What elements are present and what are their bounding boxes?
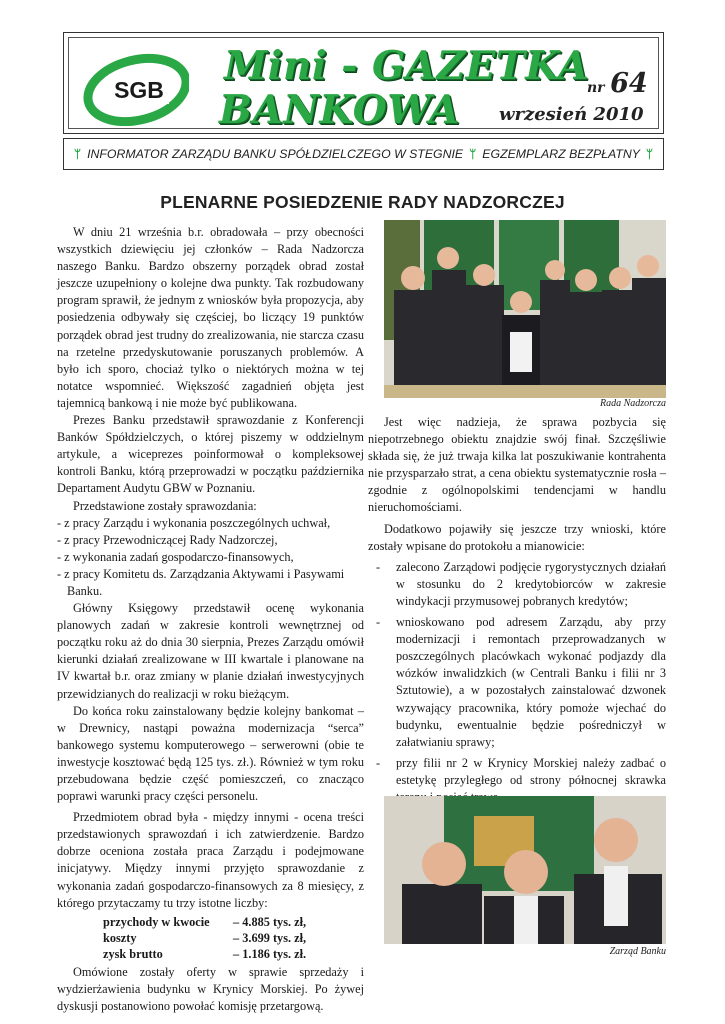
figure-value: – 1.186 tys. zł.: [233, 946, 307, 961]
title-line-2: BANKOWA: [219, 87, 460, 133]
figure-label: przychody w kwocie: [103, 914, 210, 929]
logo-text: SGB: [114, 77, 164, 103]
article-headline: PLENARNE POSIEDZENIE RADY NADZORCZEJ: [160, 192, 565, 212]
report-item: - z wykonania zadań gospodarczo-finansowych,: [57, 549, 294, 564]
motion-text: wnioskowano pod adresem Zarządu, aby przy modernizacji i remontach przeprowadzanych w poszczególnych placówkach wykonać podjazdy dla wózków inwalidzkich (w Centrali Banku i filii nr 3 Sztutowie), a w pozostałych zainstalować dzwonek wzywający pracownika, który pomoże wjechać do budynku, ewentualnie będzie pośredniczył w załatwianiu sprawy;: [396, 615, 666, 749]
table-row: [103, 946, 306, 962]
leaf-icon: ᛘ: [645, 147, 654, 161]
financial-figures-table: [103, 914, 306, 962]
paragraph: Dodatkowo pojawiły się jeszcze trzy wnioski, które zostały wpisane do protokołu a mianowicie:: [368, 521, 666, 553]
report-item: - z pracy Przewodniczącej Rady Nadzorczej,: [57, 532, 278, 547]
article-right-column: [368, 414, 666, 827]
leaf-icon: ᛘ: [73, 147, 82, 161]
report-item: - z pracy Komitetu ds. Zarządzania Aktywami i Pasywami Banku.: [57, 566, 345, 598]
motion-text: przy filii nr 2 w Krynicy Morskiej należy zadbać o estetykę przyległego od strony północnej skrawka: [396, 755, 666, 787]
sgb-logo: [79, 46, 189, 126]
paragraph: Przedmiotem obrad była - między innymi - ocena treści przedstawionych sprawozdań i ich zatwierdzenie. Bardzo dobrze oceniona została praca Zarządu i podejmowane inicjatywy. Między innymi przyjęto sprawozdanie z wykonania zadań gospodarczo-finansowych za 8 miesięcy, z którego przytaczamy tu trzy istotne liczby:: [57, 810, 364, 910]
photo-caption: Rada Nadzorcza: [599, 398, 666, 409]
photo-management-board: [384, 796, 666, 944]
article-left-column: [57, 224, 364, 1015]
paragraph: Omówione zostały oferty w sprawie sprzedaży i wydzierżawienia budynku w Krynicy Morskiej. Po żywej dyskusji postanowiono powołać komisję przetargową.: [57, 964, 364, 1013]
info-bar-right: EGZEMPLARZ BEZPŁATNY: [482, 147, 640, 161]
paragraph: Jest więc nadzieja, że sprawa pozbycia się niepotrzebnego obiektu znajdzie swój finał. Szczęśliwie składa się, że już trwaja kilka lat poszukiwanie kontrahenta nie przysparzało strat, a cena obiektu systematycznie rosła – zgodnie z ogólnopolskimi tendencjami w handlu nieruchomościami.: [368, 415, 666, 515]
list-item: - przy filii nr 2 w Krynicy Morskiej należy zadbać o estetykę przyległego od strony północnej skrawka: [368, 755, 666, 806]
paragraph: Do końca roku zainstalowany będzie kolejny bankomat – w Drewnicy, nastąpi poważna modernizacja “serca” bankowego systemu komputerowego – serwerowni (obie te inwestycje kosztować będą 125 tys. zł.). Również w tym roku przebudowana będzie część pomieszczeń, co znacząco poprawi warunki pracy części personelu.: [57, 703, 364, 804]
motion-text: zalecono Zarządowi podjęcie rygorystycznych działań w stosunku do 2 kredytobiorców w zakresie windykacji przymusowej pobranych kredytów;: [396, 559, 666, 608]
table-row: [103, 914, 306, 930]
title-line-1: Mini - GAZETKA: [224, 43, 589, 89]
report-item: - z pracy Zarządu i wykonania poszczególnych uchwał,: [57, 515, 331, 530]
table-row: [103, 930, 306, 946]
paragraph: W dniu 21 września b.r. obradowała – przy obecności wszystkich dziewięciu jej członków – Rada Nadzorcza naszego Banku. Bardzo obszerny porządek obrad został jeszcze uzupełniony o kolejne dwa punkty. Tak rozbudowany program sprawił, że jednym z wniosków była propozycja, aby posiedzenia odbywały się częściej, bo liczący 19 punktów porządek obrad jest trudny do zrealizowania, nie starcza czasu na rzetelne przedyskutowanie poruszanych problemów. A było ich sporo, chociaż tylko o niektórych można w tej notatce wspomnieć. Większość zagadnień objęta jest tajemnicą bankową i nie może być publikowana.: [57, 225, 364, 410]
issue-date: wrzesień 2010: [499, 104, 644, 125]
paragraph: Prezes Banku przedstawił sprawozdanie z Konferencji Banków Spółdzielczych, o której piszemy w oddzielnym artykule, a wiceprezes poinformował o kompleksowej kontroli Banku, którą przeprowadzi w początku października Departament Audytu GBW w Poznaniu.: [57, 413, 364, 496]
leaf-icon: ᛘ: [469, 147, 477, 161]
photo-supervisory-board: [384, 220, 666, 398]
list-item: - wnioskowano pod adresem Zarządu, aby przy modernizacji i remontach przeprowadzanych w poszczególnych placówkach wykonać podjazdy dla wózków inwalidzkich (w Centrali Banku i filii nr 3 Sztutowie), a w pozostałych zainstalować dzwonek wzywający pracownika, który pomoże wjechać do budynku, ewentualnie będzie pośredniczył w załatwianiu sprawy;: [376, 615, 666, 749]
list-item: - zalecono Zarządowi podjęcie rygorystycznych działań w stosunku do 2 kredytobiorców w zakresie windykacji przymusowej pobranych kredytów;: [376, 559, 666, 608]
figure-label: koszty: [103, 930, 137, 945]
photo-caption: Zarząd Banku: [609, 946, 666, 957]
issue-prefix: nr: [587, 80, 605, 96]
issue-value: 64: [610, 68, 648, 99]
paragraph: Przedstawione zostały sprawozdania:: [73, 498, 257, 513]
masthead: [63, 32, 664, 134]
figure-value: – 4.885 tys. zł,: [233, 914, 307, 929]
masthead-inner-frame: [68, 37, 659, 133]
paragraph: Główny Księgowy przedstawił ocenę wykonania planowych zadań w zakresie kontroli wewnętrznej od początku roku aż do dnia 30 sierpnia, Prezes Zarządu omówił kierunki działań zrealizowane w III kwartale i planowane na IV kwartał b.r. oraz zmiany w planie działań inwestycyjnych przewidzianych do realizacji w roku bieżącym.: [57, 601, 364, 701]
info-bar: [63, 138, 664, 170]
figure-value: – 3.699 tys. zł,: [233, 930, 307, 945]
figure-label: zysk brutto: [103, 946, 163, 961]
info-bar-left: INFORMATOR ZARZĄDU BANKU SPÓŁDZIELCZEGO W STEGNIE: [87, 147, 464, 161]
motions-list: [368, 559, 666, 806]
issue-number: [587, 68, 648, 99]
